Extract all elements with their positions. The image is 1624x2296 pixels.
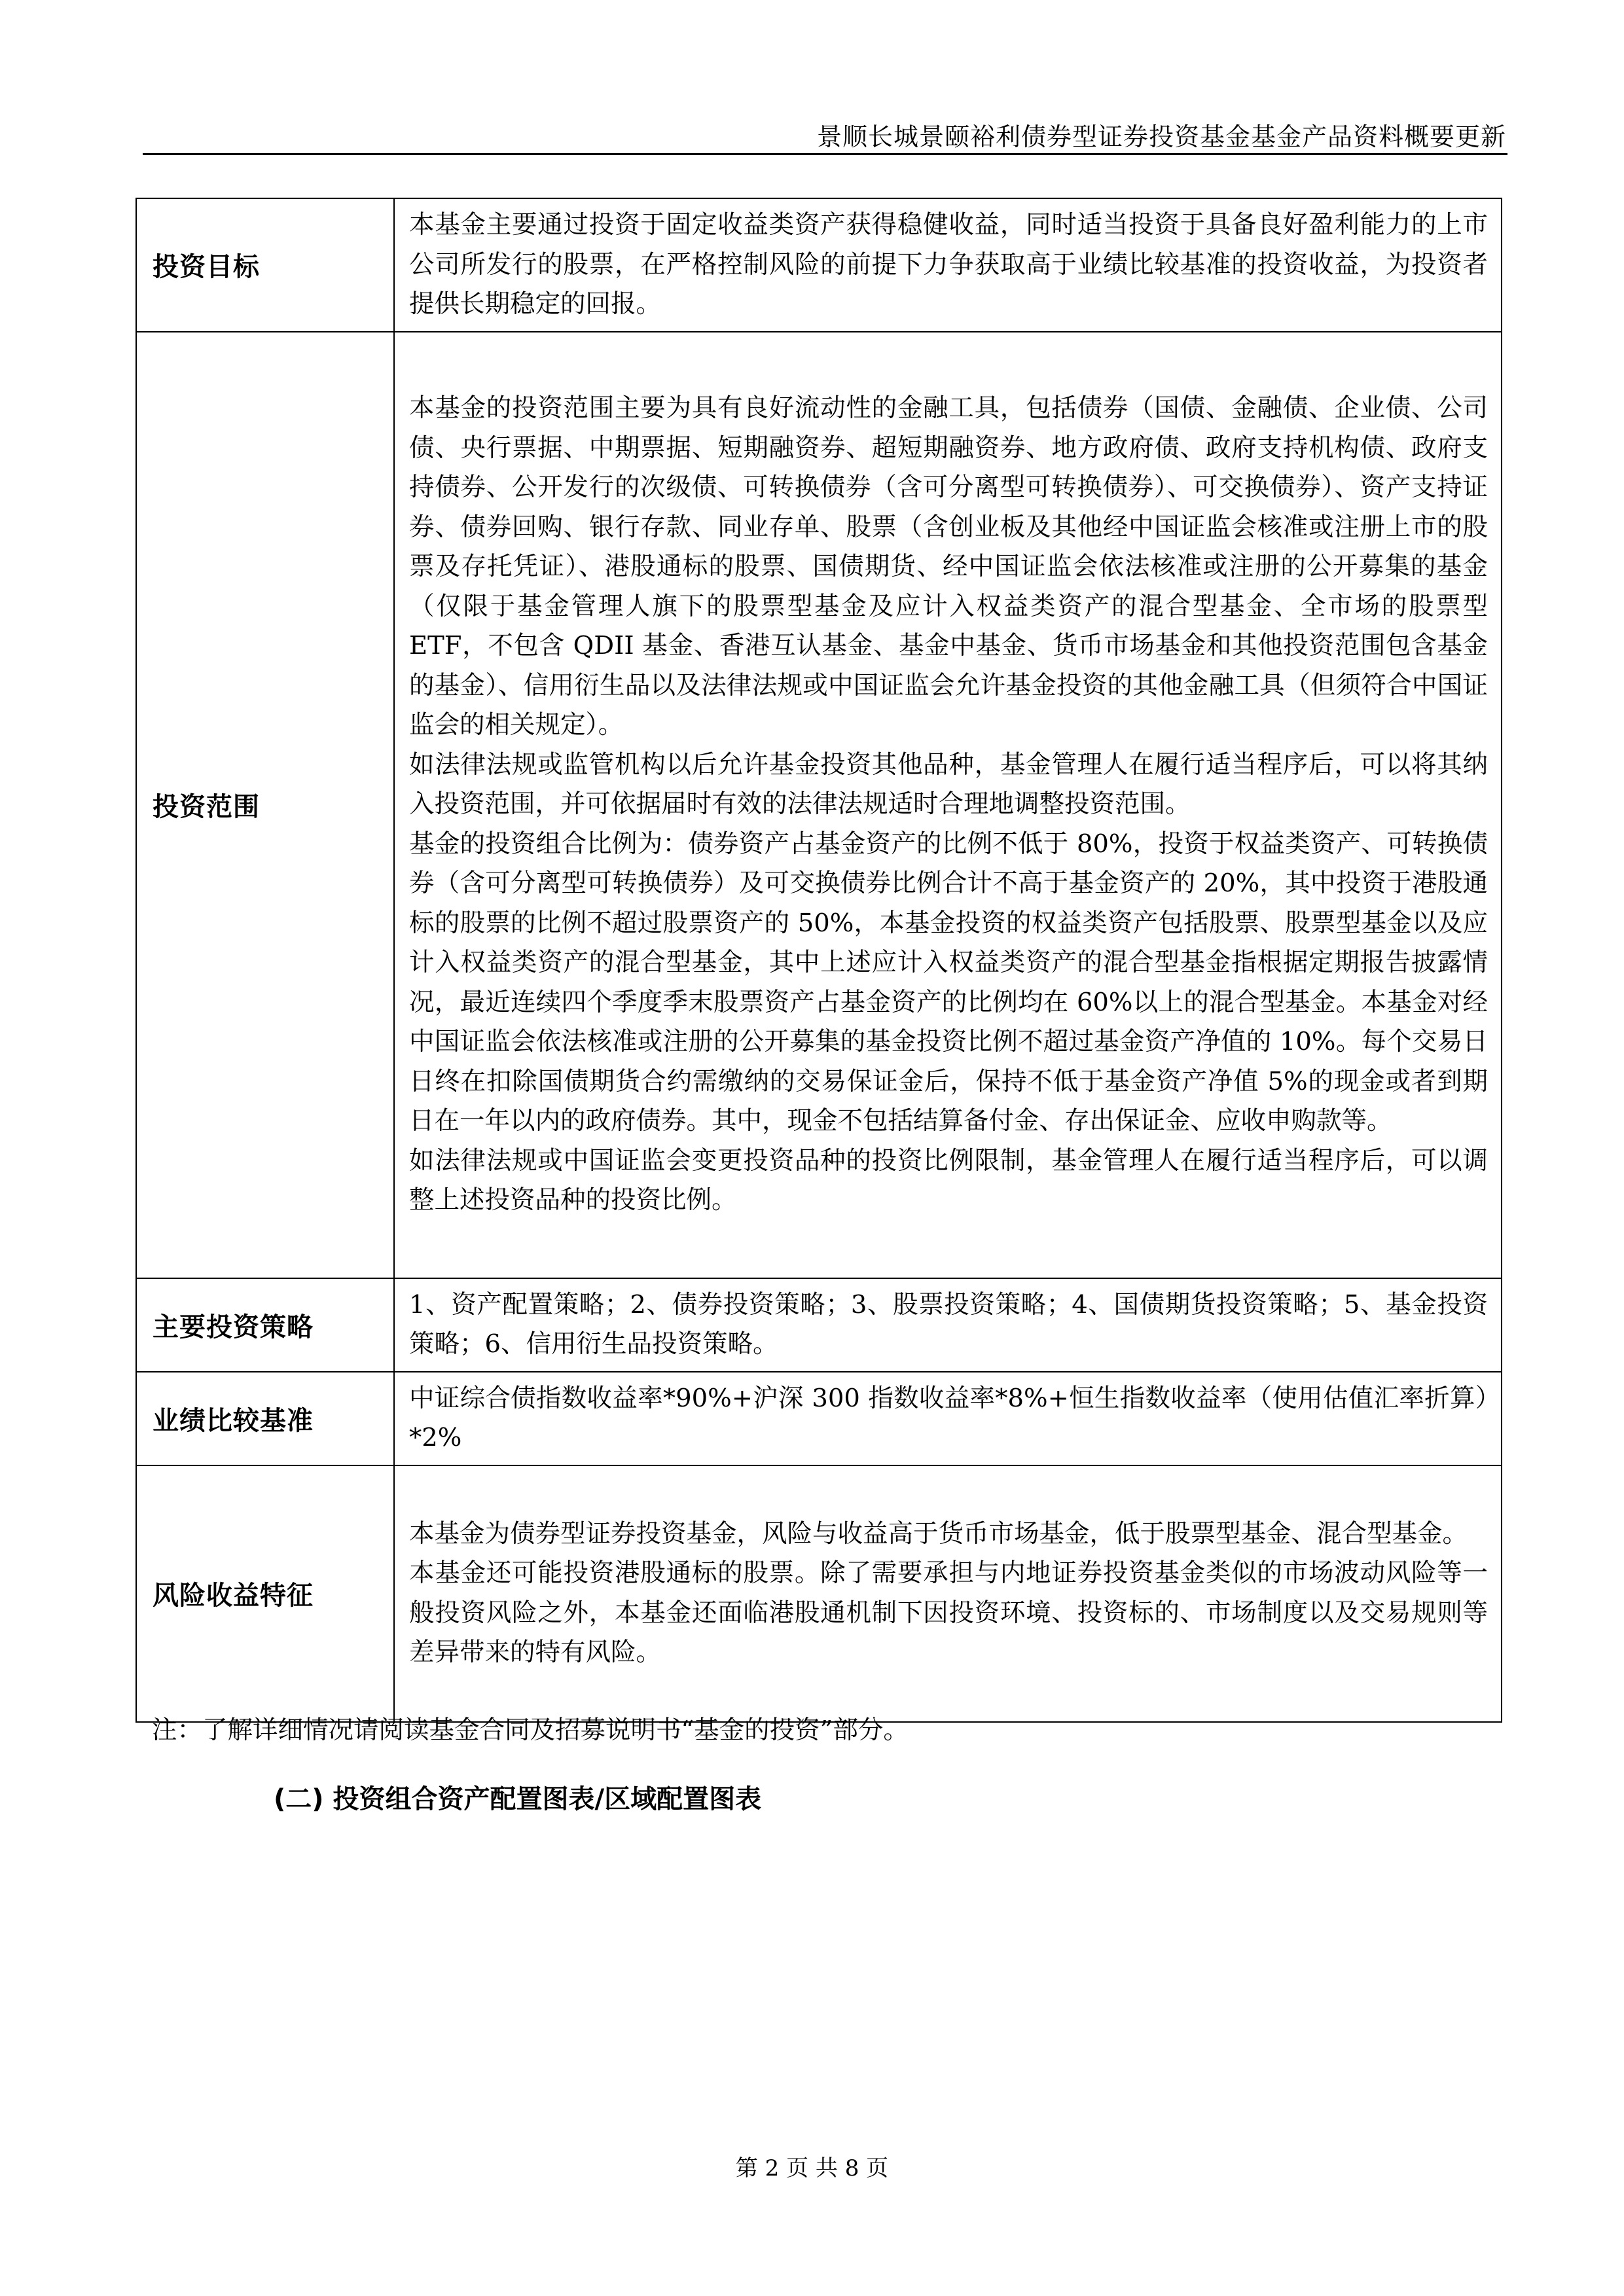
- header-title: 景顺长城景颐裕利债券型证券投资基金基金产品资料概要更新: [816, 122, 1506, 151]
- row-label: 业绩比较基准: [136, 1372, 394, 1465]
- footnote: 注：了解详细情况请阅读基金合同及招募说明书“基金的投资”部分。: [152, 1715, 909, 1745]
- content-paragraph: 本基金的投资范围主要为具有良好流动性的金融工具，包括债券（国债、金融债、企业债、公司债、央行票据、中期票据、短期融资券、超短期融资券、地方政府债、政府支持机构债、政府支持债券、公开发行的次级债、可转换债券（含可分离型可转换债券）、可交换债券）、资产支持证券、债券回购、银行存款、同业存单、股票（含创业板及其他经中国证监会核准或注册上市的股票及存托凭证）、港股通标的股票、国债期货、经中国证监会依法核准或注册的公开募集的基金（仅限于基金管理人旗下的股票型基金及应计入权益类资产的混合型基金、全市场的股票型 ETF，不包含 QDII 基金、香港互认基金、基金中基金、货币市场基金和其他投资范围包含基金的基金）、信用衍生品以及法律法规或中国证监会允许基金投资的其他金融工具（但须符合中国证监会的相关规定）。: [409, 393, 1488, 740]
- content-paragraph: 本基金为债券型证券投资基金，风险与收益高于货币市场基金，低于股票型基金、混合型基金。: [409, 1518, 1468, 1549]
- row-label: 主要投资策略: [136, 1278, 394, 1372]
- table-row-risk-return: [136, 1465, 1502, 1722]
- content-paragraph: 本基金还可能投资港股通标的股票。除了需要承担与内地证券投资基金类似的市场波动风险等一般投资风险之外，本基金还面临港股通机制下因投资环境、投资标的、市场制度以及交易规则等差异带来的特有风险。: [409, 1558, 1488, 1667]
- table-row-investment-objective: [136, 198, 1502, 332]
- content-paragraph: 基金的投资组合比例为：债券资产占基金资产的比例不低于 80%，投资于权益类资产、可转换债券（含可分离型可转换债券）及可交换债券比例合计不高于基金资产的 20%，其中投资于港股通标的股票的比例不超过股票资产的 50%，本基金投资的权益类资产包括股票、股票型基金以及应计入权益类资产的混合型基金，其中上述应计入权益类资产的混合型基金指根据定期报告披露情况，最近连续四个季度季末股票资产占基金资产的比例均在 60%以上的混合型基金。本基金对经中国证监会依法核准或注册的公开募集的基金投资比例不超过基金资产净值的 10%。每个交易日日终在扣除国债期货合约需缴纳的交易保证金后，保持不低于基金资产净值 5%的现金或者到期日在一年以内的政府债券。其中，现金不包括结算备付金、存出保证金、应收申购款等。: [409, 829, 1488, 1136]
- row-content: [394, 1465, 1502, 1722]
- row-label: 投资目标: [136, 198, 394, 332]
- page-number: 第 2 页 共 8 页: [735, 2155, 889, 2181]
- header-rule: [143, 153, 1507, 155]
- table-row-investment-strategy: [136, 1278, 1502, 1372]
- content-paragraph: 1、资产配置策略；2、债券投资策略；3、股票投资策略；4、国债期货投资策略；5、基金投资策略；6、信用衍生品投资策略。: [409, 1289, 1488, 1359]
- fund-info-table: [135, 198, 1502, 1723]
- content-paragraph: 中证综合债指数收益率*90%+沪深 300 指数收益率*8%+恒生指数收益率（使用估值汇率折算）*2%: [409, 1383, 1488, 1452]
- section-heading: (二) 投资组合资产配置图表/区域配置图表: [274, 1784, 762, 1814]
- content-paragraph: 本基金主要通过投资于固定收益类资产获得稳健收益，同时适当投资于具备良好盈利能力的上市公司所发行的股票，在严格控制风险的前提下力争获取高于业绩比较基准的投资收益，为投资者提供长期稳定的回报。: [409, 210, 1488, 319]
- row-content: [394, 1278, 1502, 1372]
- row-content: [394, 332, 1502, 1278]
- row-label: 投资范围: [136, 332, 394, 1278]
- row-content: [394, 198, 1502, 332]
- table-row-investment-scope: [136, 332, 1502, 1278]
- row-content: [394, 1372, 1502, 1465]
- row-label: 风险收益特征: [136, 1465, 394, 1722]
- table-row-benchmark: [136, 1372, 1502, 1465]
- content-paragraph: 如法律法规或监管机构以后允许基金投资其他品种，基金管理人在履行适当程序后，可以将其纳入投资范围，并可依据届时有效的法律法规适时合理地调整投资范围。: [409, 749, 1488, 819]
- content-paragraph: 如法律法规或中国证监会变更投资品种的投资比例限制，基金管理人在履行适当程序后，可以调整上述投资品种的投资比例。: [409, 1145, 1488, 1215]
